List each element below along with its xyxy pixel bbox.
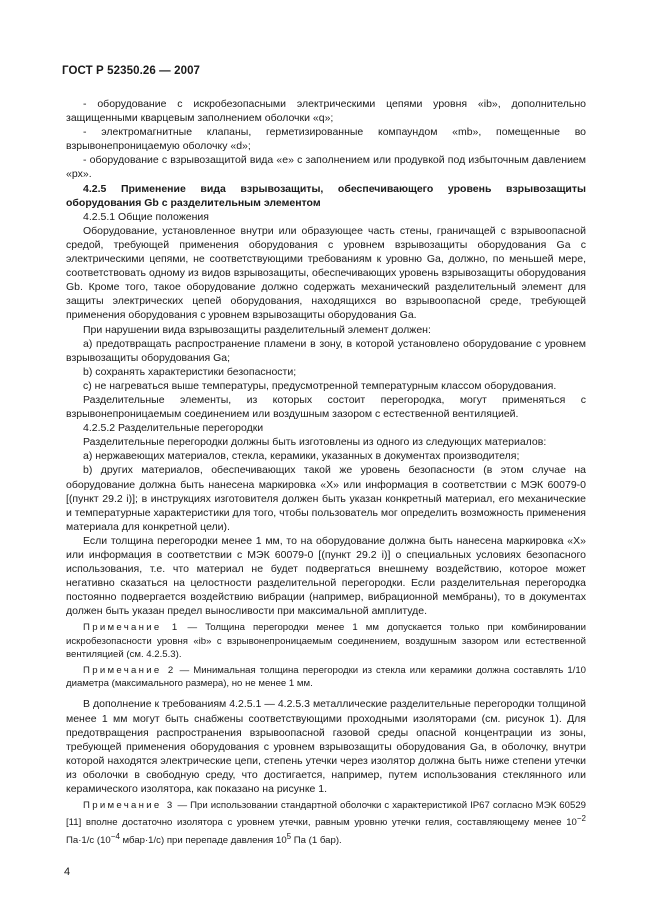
note-text: Па (1 бар).	[291, 834, 342, 846]
paragraph: Если толщина перегородки менее 1 мм, то на оборудование должна быть нанесена маркировка «X» или информация в соответствии с МЭК 60079-0 [(пункт 29.2 i)] о специальных условиях безопасного использования, т.е. что материал не будет подвергаться внешнему воздействию, которое может негативно сказаться на целостности разделительной перегородки. Если разделительная перегородка постоянно подвергается воздействию вибрации (например, вибрационной мембраны), то в документах должен быть указан предел выносливости при максимальной амплитуде.	[66, 534, 586, 618]
note-label: Примечание 3	[83, 800, 175, 812]
page-number: 4	[64, 866, 71, 878]
note-label: Примечание 1	[83, 622, 180, 634]
paragraph-list-item: a) нержавеющих материалов, стекла, керамики, указанных в документах производителя;	[83, 450, 520, 463]
standard-header: ГОСТ Р 52350.26 — 2007	[62, 65, 201, 77]
paragraph-list-item: b) сохранять характеристики безопасности;	[83, 365, 297, 378]
paragraph-list-item: a) предотвращать распространение пламени в зону, в которой установлено оборудование с уровнем взрывозащиты оборудования Ga;	[66, 337, 586, 364]
note-2	[66, 664, 586, 690]
note-3	[66, 799, 586, 847]
paragraph-list-item: c) не нагреваться выше температуры, предусмотренной температурным классом оборудования.	[83, 379, 557, 392]
paragraph: Разделительные элементы, из которых состоит перегородка, могут применяться с взрывонепроницаемым соединением или воздушным зазором с естественной вентиляцией.	[66, 393, 586, 421]
paragraph: Оборудование, установленное внутри или образующее часть стены, граничащей с взрывоопасной средой, требующей применения оборудования с уровнем взрывозащиты оборудования Ga с электрическими цепями, не соответствующими требованиям к уровню Ga, должно, по меньшей мере, соответствовать одному из видов взрывозащиты, обеспечивающих уровень взрывозащиты оборудования Gb. Кроме того, такое оборудование должно содержать механический разделительный элемент для защиты электрических цепей оборудования, находящихся во взрывоопасной среде, требующей применения оборудования с уровнем взрывозащиты оборудования Ga.	[66, 224, 586, 322]
note-text: — Толщина перегородки менее 1 мм допускается только при комбинировании искробезопасности уровня «ib» с взрывонепроницаемым соединением, воздушным зазором или естественной вентиляцией (см. 4.2.5.3).	[66, 622, 586, 660]
exponent: −2	[576, 814, 586, 824]
paragraph: Разделительные перегородки должны быть изготовлены из одного из следующих материалов:	[83, 436, 547, 449]
paragraph-list-item: - электромагнитные клапаны, герметизированные компаундом «mb», помещенные во взрывонепроницаемую оболочку «d»;	[66, 126, 586, 153]
paragraph-list-item: - оборудование с взрывозащитой вида «е» с заполнением или продувкой под избыточным давлением «px».	[66, 154, 586, 181]
note-text: мбар·1/с) при перепаде давления 10	[119, 834, 287, 846]
note-text: — При использовании стандартной оболочки с характеристикой IP67 согласно МЭК 60529 [11] вполне достаточно изолятора с уровнем утечки, равным уровню утечки гелия, составляющему менее 10	[66, 800, 586, 829]
subsection-heading-4-2-5-1: 4.2.5.1 Общие положения	[83, 210, 209, 223]
note-text: — Минимальная толщина перегородки из стекла или керамики должна составлять 1/10 диаметра (максимального размера), но не менее 1 мм.	[66, 665, 586, 690]
paragraph-list-item: - оборудование с искробезопасными электрическими цепями уровня «ib», дополнительно защищенными кварцевым заполнением оболочки «q»;	[66, 98, 586, 125]
exponent: −4	[110, 831, 120, 841]
section-heading-4-2-5: 4.2.5 Применение вида взрывозащиты, обеспечивающего уровень взрывозащиты оборудования Gb с разделительным элементом	[66, 182, 586, 209]
paragraph: При нарушении вида взрывозащиты разделительный элемент должен:	[83, 323, 431, 336]
note-text: Па·1/с (10	[66, 834, 111, 846]
note-label: Примечание 2	[83, 665, 176, 677]
subsection-heading-4-2-5-2: 4.2.5.2 Разделительные перегородки	[83, 422, 264, 435]
note-1	[66, 621, 586, 661]
document-body	[66, 97, 586, 847]
paragraph-list-item: b) других материалов, обеспечивающих такой же уровень безопасности (в этом случае на оборудование должна быть нанесена маркировка «X» или информация в соответствии с МЭК 60079-0 [(пункт 29.2 i)]; в инструкциях изготовителя должен быть указан конкретный материал, его механические и температурные характеристики для того, чтобы пользователь мог определить возможность применения материала для конкретной цели).	[66, 464, 586, 533]
exponent: 5	[286, 831, 292, 841]
paragraph: В дополнение к требованиям 4.2.5.1 — 4.2.5.3 металлические разделительные перегородки толщиной менее 1 мм могут быть снабжены соответствующими проходными изоляторами (см. рисунок 1). Для предотвращения распространения взрывоопасной газовой среды опасной концентрации из зоны, требующей применения оборудования с уровнем взрывозащиты оборудования Ga, в оболочку, внутри которой находятся электрические цепи, степень утечки через изолятор должна быть ниже степени утечки из оболочки в свободную среду, что достигается, например, путем использования стеклянного или керамического изолятора, как показано на рисунке 1.	[66, 698, 586, 796]
